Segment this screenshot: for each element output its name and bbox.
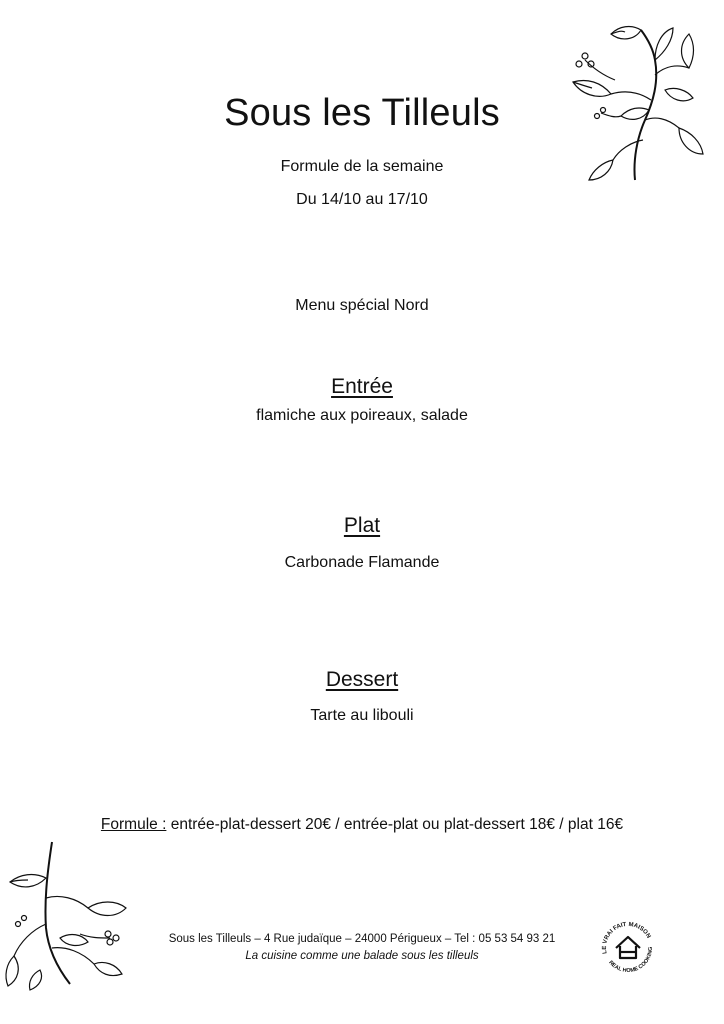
footer-tagline: La cuisine comme une balade sous les tilleuls [245, 950, 479, 962]
svg-text:REAL HOME COOKING [606, 945, 658, 978]
formule-text: entrée-plat-dessert 20€ / entrée-plat ou plat-dessert 18€ / plat 16€ [166, 816, 624, 833]
menu-theme: Menu spécial Nord [295, 297, 429, 314]
restaurant-name: Sous les Tilleuls [224, 92, 500, 134]
plat-dish: Carbonade Flamande [284, 554, 440, 571]
fait-maison-logo [598, 918, 658, 978]
dessert-dish: Tarte au libouli [310, 707, 414, 724]
formule-pricing [0, 816, 724, 834]
date-range: Du 14/10 au 17/10 [296, 191, 428, 208]
badge-top-text: LE VRAI FAIT MAISON [601, 921, 652, 955]
formule-label: Formule : [100, 816, 167, 833]
dessert-title: Dessert [325, 668, 399, 691]
entree-title: Entrée [331, 375, 393, 398]
entree-dish: flamiche aux poireaux, salade [256, 407, 468, 424]
badge-bottom-text: REAL HOME COOKING [607, 946, 655, 975]
footer-address: Sous les Tilleuls – 4 Rue judaïque – 24000 Périgueux – Tel : 05 53 54 93 21 [168, 933, 556, 945]
plat-title: Plat [343, 514, 381, 537]
house-icon [616, 937, 640, 958]
formula-of-the-week: Formule de la semaine [280, 158, 444, 175]
svg-text:LE VRAI FAIT MAISON [598, 918, 652, 955]
linden-branch-illustration-bottom [0, 838, 135, 993]
